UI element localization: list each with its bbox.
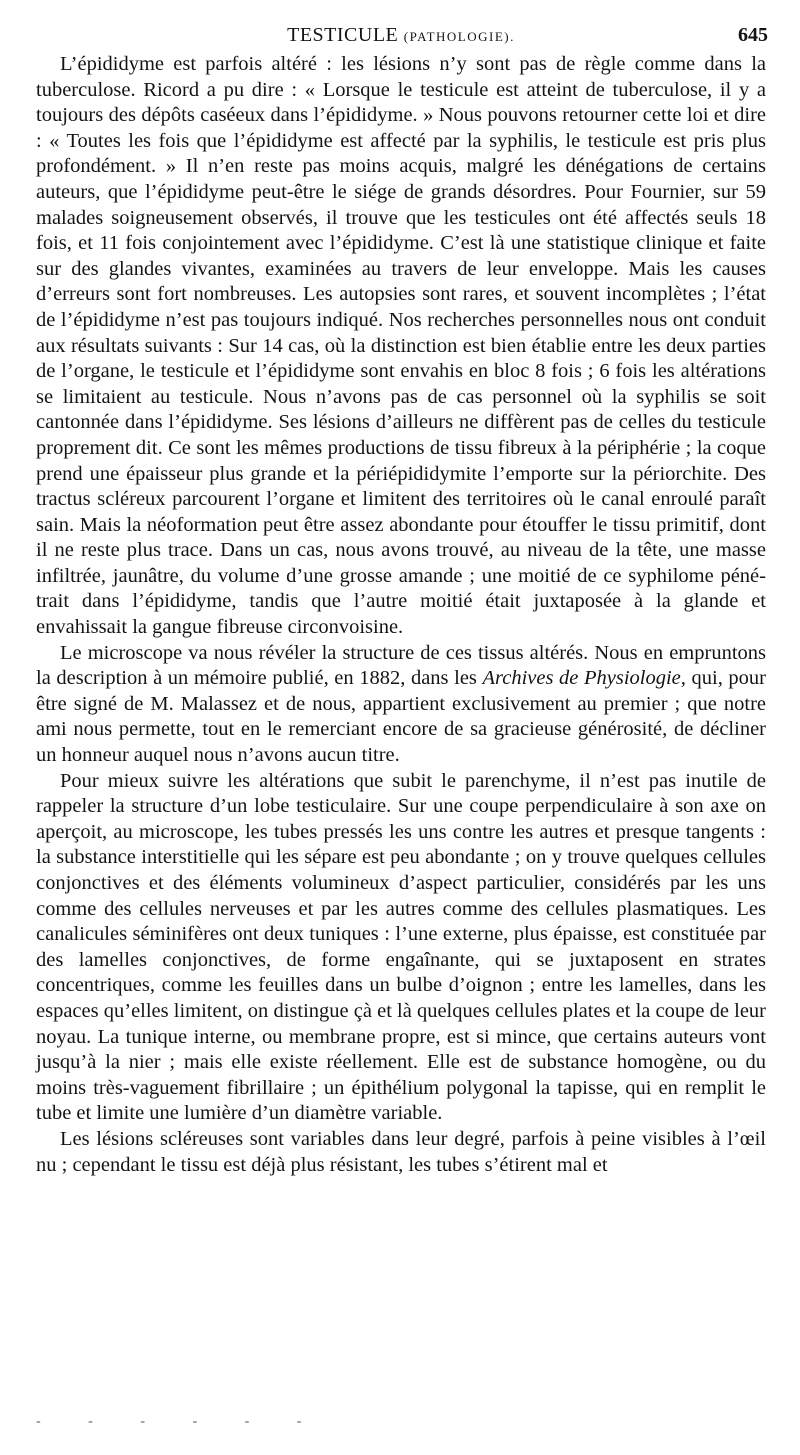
- running-title-main: TESTICULE: [287, 24, 399, 46]
- paragraph-microscope: [36, 641, 766, 769]
- paragraph-lesions: Les lésions scléreuses sont variables dans leur degré, parfois à peine visibles à l’œil nu ; cependant le tissu est déjà plus résistant, les tubes s’étirent mal et: [36, 1127, 766, 1176]
- running-title: [36, 20, 766, 52]
- body-text: [36, 52, 766, 1178]
- paragraph-structure: Pour mieux suivre les altérations que subit le parenchyme, il n’est pas inutile de rappeler la structure d’un lobe testiculaire. Sur une coupe perpendiculaire à son axe on aperçoit, au microscope, les tubes pressés les uns contre les autres et presque tangents : la substance interstitielle qui les sépare est peu abondante ; on y trouve quelques cellules conjonctives et des éléments volumineux d’aspect particulier, considérés par les uns comme des cellules nerveuses et par les autres comme des cellules plasmatiques. Les canalicules séminifères ont deux tuniques : l’une externe, plus épaisse, est constituée par des lamelles conjonctives, de forme engaînante, qui se juxtaposent en strates concentriques, comme les feuilles dans un bulbe d’oignon ; entre les lamelles, dans les espaces qu’elles limitent, on distingue çà et là quelques cellules plates et la coupe de leur noyau. La tunique interne, ou membrane propre, est si mince, que certains auteurs vont jusqu’à la nier ; mais elle existe réellement. Elle est de substance homogène, ou du moins très-vaguement fibrillaire ; un épithélium polygonal la tapisse, qui en remplit le tube et limite une lumière d’un diamètre variable.: [36, 769, 766, 1125]
- footer-marks: - - - - - -: [36, 1414, 324, 1429]
- paragraph-epididyme: L’épididyme est parfois altéré : les lésions n’y sont pas de règle comme dans la tuberculose. Ricord a pu dire : « Lorsque le testicule est atteint de tuberculose, il y a toujours des dépôts caséeux dans l’épididyme. » Nous pouvons retourner cette loi et dire : « Toutes les fois que l’épididyme est affecté par la syphilis, le testicule est pris plus profondément. » Il n’en reste pas moins acquis, malgré les dénégations de certains auteurs, que l’épididyme peut-être le siége de grands désordres. Pour Fournier, sur 59 malades soigneusement observés, il trouve que les testicules ont été affectés seuls 18 fois, et 11 fois conjointement avec l’épididyme. C’est là une statistique clinique et faite sur des glandes vivantes, examinées au travers de leur enveloppe. Mais les causes d’erreurs sont fort nombreuses. Les autopsies sont rares, et souvent incomplètes ; l’état de l’épididyme n’est pas toujours indiqué. Nos recherches personnelles nous ont conduit aux résultats suivants : Sur 14 cas, où la distinction est bien établie entre les deux parties de l’organe, le testicule et l’épididyme sont envahis en bloc 8 fois ; 6 fois les altérations se limitaient au testicule. Nous n’avons pas de cas personnel où la syphilis se soit cantonnée dans l’épididyme. Ses lésions d’ailleurs ne diffèrent pas de celles du testicule proprement dit. Ce sont les mêmes productions de tissu fibreux à la périphérie ; la coque prend une épaisseur plus grande et la périépididymite l’emporte sur la périorchite. Des tractus scléreux parcourent l’organe et limitent des territoires où le canal enroulé paraît sain. Mais la néoformation peut être assez abondante pour étouffer le tissu primitif, dont il ne reste plus trace. Dans un cas, nous avons trouvé, au niveau de la tête, une masse infiltrée, jaunâtre, du volume d’une grosse amande ; une moitié de ce syphilome pénétrait dans l’épididyme, tandis que l’autre moitié était juxtaposée à la glande et envahissait la gangue fibreuse circonvoisine.: [36, 53, 766, 639]
- paragraph-microscope-text-after: qui, pour être signé de M. Malassez et de nous, appartient exclusivement au premier ; que notre ami nous permette, tout en le remerciant encore de sa gracieuse générosité, de décliner un honneur auquel nous n’avons aucun titre.: [36, 667, 767, 767]
- page: [36, 20, 766, 1178]
- page-number: 645: [738, 24, 768, 46]
- paragraph-microscope-text-before: Le microscope va nous révéler la structure de ces tissus altérés. Nous en empruntons la description à un mémoire publié, en 1882, dans les: [36, 641, 766, 690]
- running-head: [36, 20, 766, 50]
- running-title-subtitle: (PATHOLOGIE).: [403, 29, 515, 44]
- journal-title: Archives de Physiologie,: [482, 667, 686, 690]
